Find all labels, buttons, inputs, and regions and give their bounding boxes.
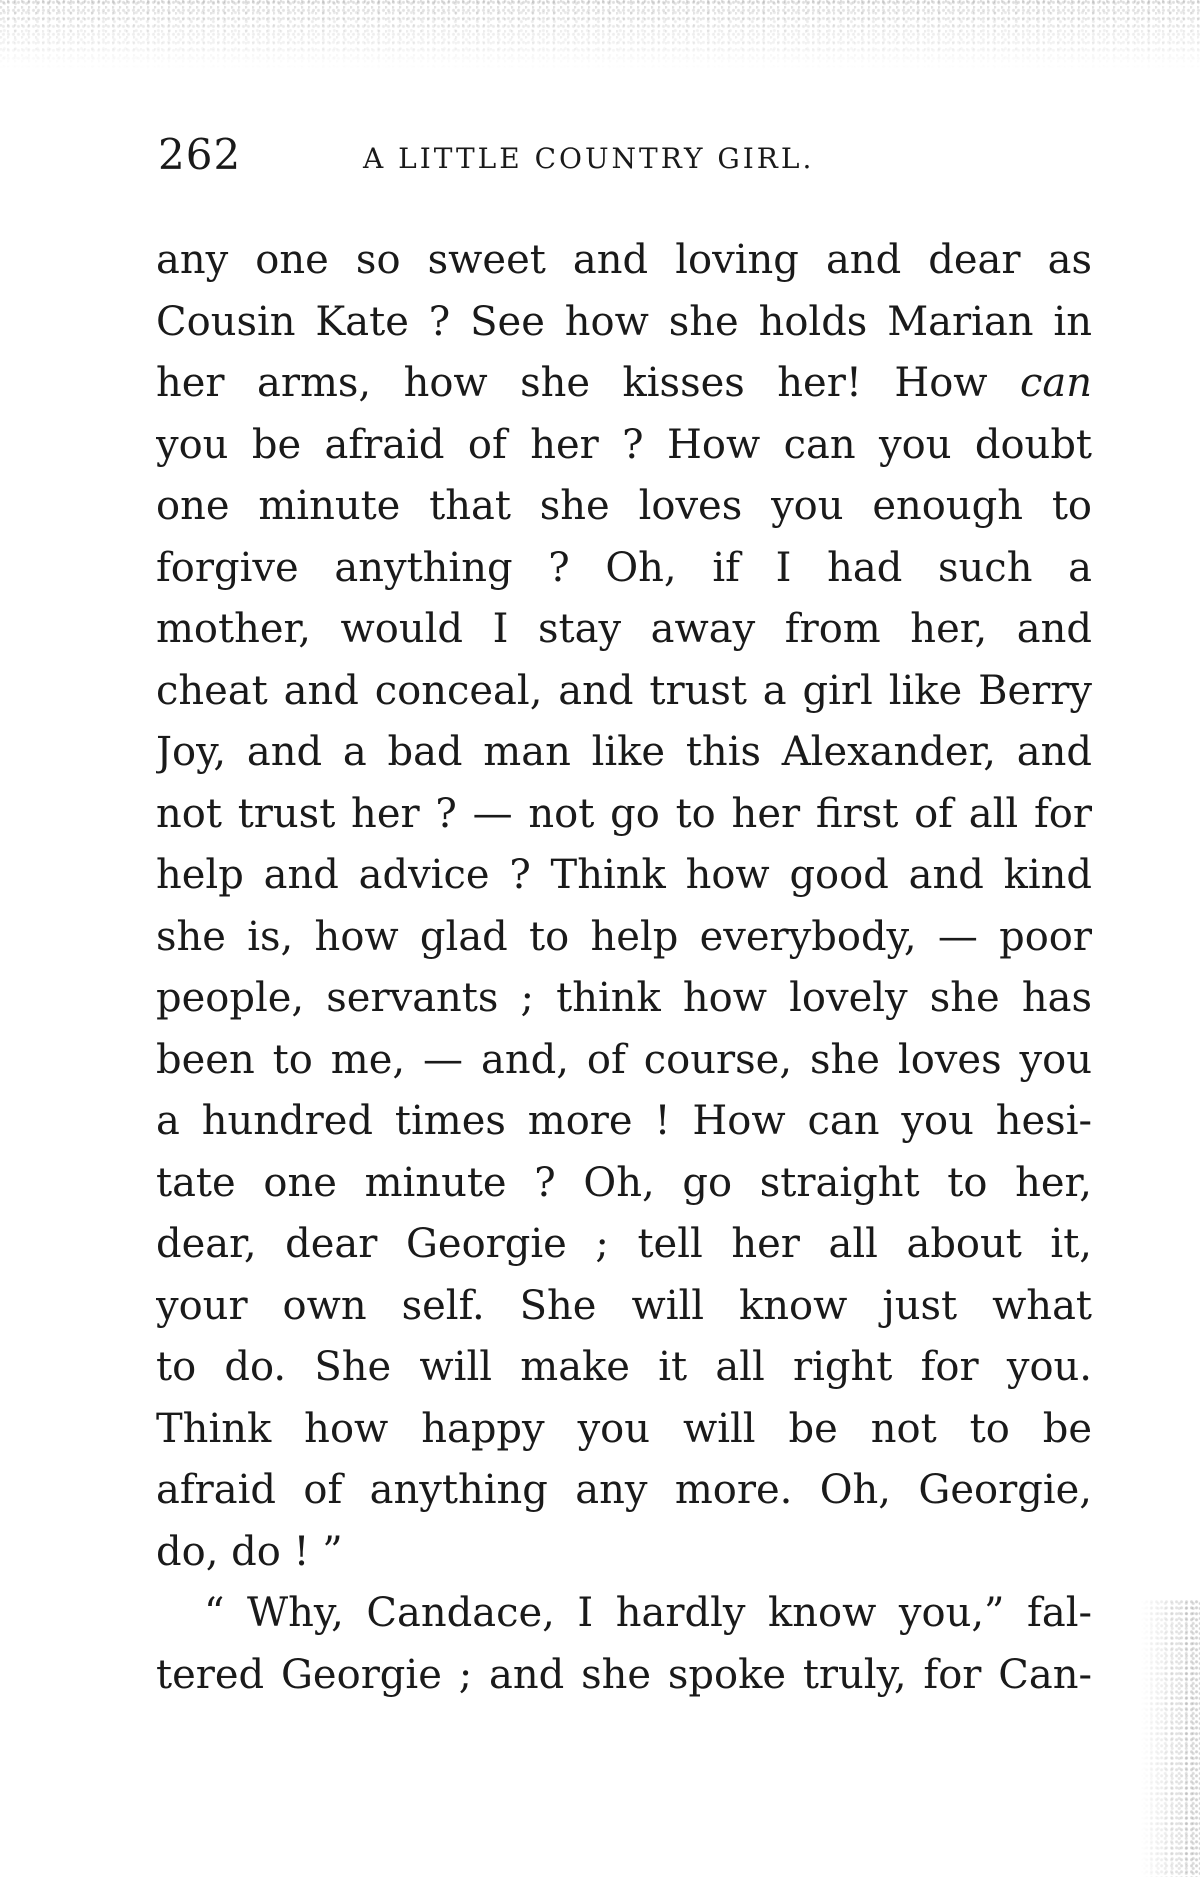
text-line: to do. She will make it all right for you. [156,1344,1092,1390]
text-line: Think how happy you will be not to be [156,1405,1092,1452]
text-line: “ Why, Candace, I hardly know you,” fal- [204,1590,1092,1636]
text-line: help and advice ? Think how good and kind [156,852,1092,898]
text-line: tate one minute ? Oh, go straight to her, [156,1159,1092,1206]
text-line: you be afraid of her ? How can you doubt [156,421,1092,468]
text-line: her arms, how she kisses her! How can [156,360,1092,406]
running-title: A LITTLE COUNTRY GIRL. [363,142,815,175]
paragraph [156,1583,1092,1706]
text-line: tered Georgie ; and she spoke truly, for Can- [156,1651,1092,1698]
text-line: cheat and conceal, and trust a girl like Berry [156,667,1092,714]
text-line: she is, how glad to help everybody, — poor [156,913,1092,960]
page-number: 262 [158,130,242,179]
emphasized-word: can [1019,360,1092,406]
text-line: Cousin Kate ? See how she holds Marian in [156,298,1092,345]
text-line: afraid of anything any more. Oh, Georgie, [156,1467,1092,1513]
paragraph [156,230,1092,1583]
text-line: do, do ! ” [156,1528,343,1575]
text-line: any one so sweet and loving and dear as [156,237,1092,283]
text-line: mother, would I stay away from her, and [156,606,1092,652]
text-line: Joy, and a bad man like this Alexander, and [156,729,1092,775]
page-header [158,130,1088,180]
text-line: your own self. She will know just what [156,1282,1092,1329]
scan-corner-speckle [1140,1600,1200,1877]
text-line: a hundred times more ! How can you hesi- [156,1098,1092,1144]
text-line: not trust her ? — not go to her first of all for [156,790,1092,837]
text-line: one minute that she loves you enough to [156,483,1092,529]
text-line: people, servants ; think how lovely she has [156,975,1092,1021]
text-line: been to me, — and, of course, she loves you [156,1036,1092,1083]
scan-edge-speckle [0,0,1200,70]
text-line: forgive anything ? Oh, if I had such a [156,544,1092,591]
body-text [156,230,1092,1706]
text-line: dear, dear Georgie ; tell her all about it, [156,1221,1092,1267]
